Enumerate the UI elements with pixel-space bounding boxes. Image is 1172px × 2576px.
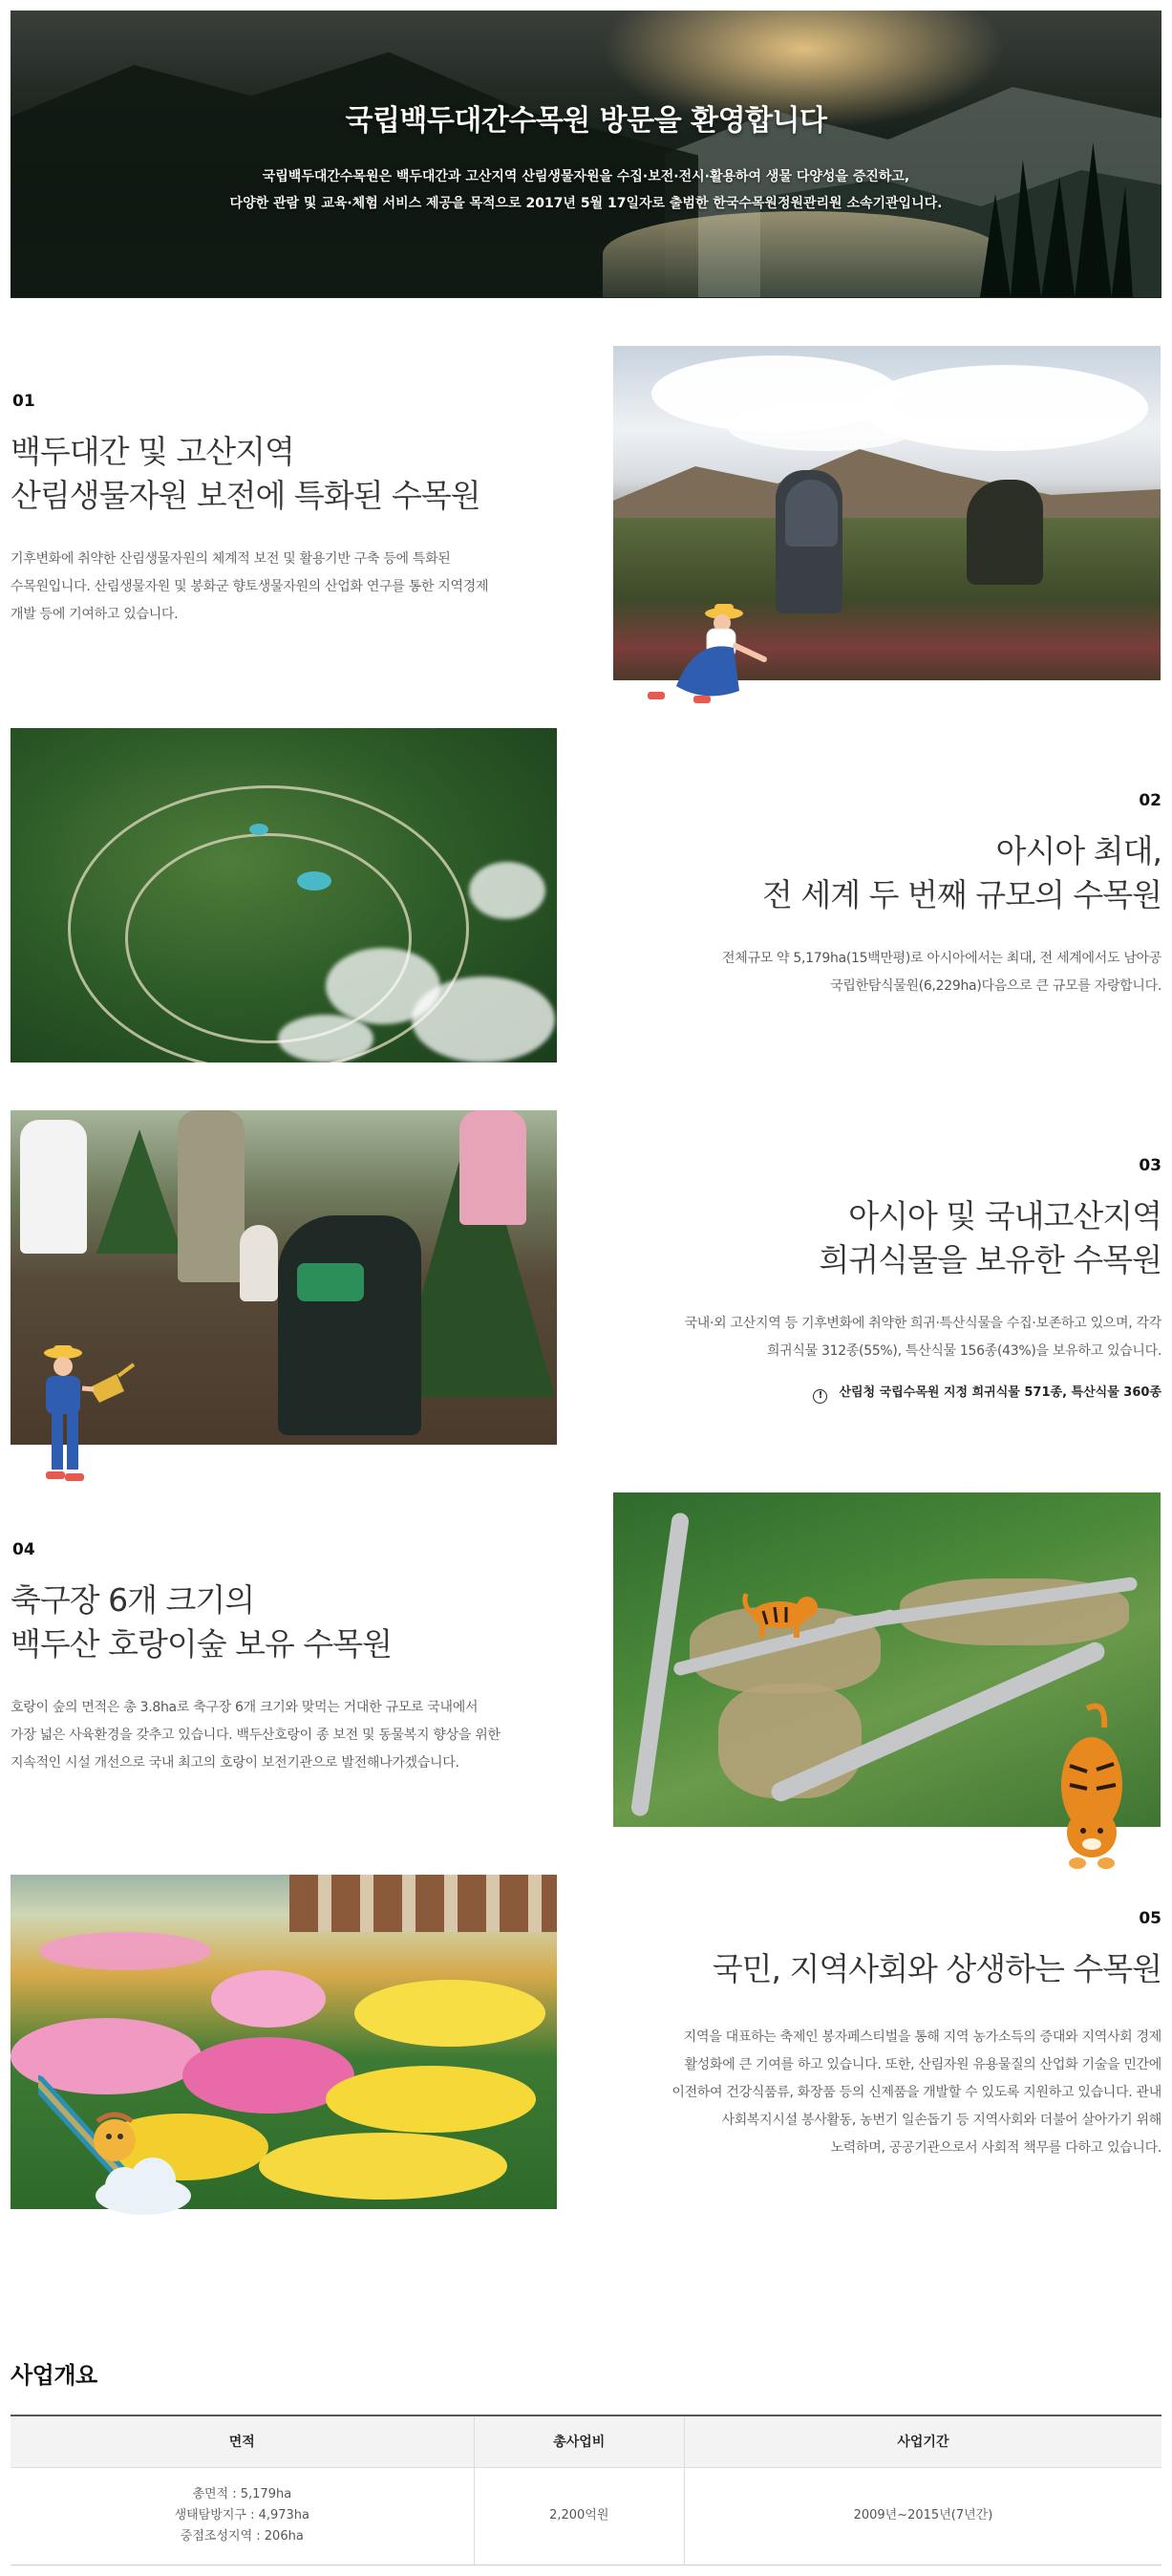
column-header: 사업기간 — [684, 2415, 1161, 2467]
section-note — [813, 1382, 1161, 1404]
hero-description — [11, 163, 1161, 217]
column-header: 면적 — [11, 2415, 474, 2467]
desc-line: 개발 등에 기여하고 있습니다. — [11, 607, 179, 622]
desc-line: 기후변화에 취약한 산림생물자원의 체계적 보전 및 활용기반 구축 등에 특화된 — [11, 551, 451, 567]
section-title — [11, 1578, 392, 1666]
watering-gardener-illustration — [31, 1345, 136, 1496]
area-cell — [11, 2467, 474, 2565]
area-focus-zone: 중점조성지역 : 206ha — [180, 2529, 304, 2544]
desc-line: 사회복지시설 봉사활동, 농번기 일손돕기 등 지역사회와 더불어 살아가기 위해 — [721, 2113, 1161, 2128]
section-title-line: 산림생물자원 보전에 특화된 수목원 — [11, 477, 480, 514]
section-title-line: 아시아 및 국내고산지역 — [848, 1197, 1161, 1234]
gardener-illustration — [638, 600, 772, 713]
slide-character-illustration — [38, 2073, 210, 2217]
desc-line: 수목원입니다. 산림생물자원 및 봉화군 향토생물자원의 산업화 연구를 통한 지역경제 — [11, 579, 489, 594]
tiger-icon — [1049, 1699, 1135, 1871]
desc-line: 국내·외 고산지역 등 기후변화에 취약한 희귀·특산식물을 수집·보존하고 있으며, 각각 — [684, 1316, 1161, 1331]
desc-line: 국립한탐식물원(6,229ha)다음으로 큰 규모를 자랑합니다. — [830, 978, 1161, 994]
section-title-line: 백두대간 및 고산지역 — [11, 433, 294, 470]
section-description — [11, 546, 488, 629]
desc-line: 호랑이 숲의 면적은 총 3.8ha로 축구장 6개 크기와 맞먹는 거대한 규모로 국내에서 — [11, 1700, 479, 1715]
desc-line: 희귀식물 312종(55%), 특산식물 156종(43%)을 보유하고 있습니다. — [766, 1343, 1161, 1359]
section-number: 04 — [12, 1540, 35, 1559]
desc-line: 지속적인 시설 개선으로 국내 최고의 호랑이 보전기관으로 발전해나가겠습니다. — [11, 1755, 459, 1771]
cost-cell: 2,200억원 — [474, 2467, 684, 2565]
section-title-line: 백두산 호랑이숲 보유 수목원 — [11, 1625, 393, 1663]
note-text: 산림청 국립수목원 지정 희귀식물 571종, 특산식물 360종 — [839, 1385, 1161, 1400]
section-title-line: 국민, 지역사회와 상생하는 수목원 — [712, 1950, 1161, 1987]
section-title — [11, 430, 480, 518]
desc-line: 노력하며, 공공기관으로서 사회적 책무를 다하고 있습니다. — [830, 2140, 1161, 2156]
section-description — [685, 1310, 1161, 1365]
period-cell: 2009년~2015년(7년간) — [684, 2467, 1161, 2565]
photo-aerial-arboretum — [11, 728, 557, 1063]
desc-line: 가장 넓은 사육환경을 갖추고 있습니다. 백두산호랑이 종 보전 및 동물복지 향상을 위한 — [11, 1728, 501, 1743]
section-title — [819, 1194, 1161, 1282]
overview-title: 사업개요 — [11, 2362, 97, 2389]
hero-desc-line: 다양한 관람 및 교육·체험 서비스 제공을 목적으로 2017년 5월 17일자로 출범한 한국수목원정원관리원 소속기관입니다. — [229, 196, 943, 211]
hero-banner — [11, 11, 1161, 298]
section-title-line: 축구장 6개 크기의 — [11, 1581, 255, 1619]
section-number: 01 — [12, 392, 35, 411]
section-description — [11, 1694, 501, 1777]
info-icon: ! — [813, 1389, 827, 1404]
desc-line: 지역을 대표하는 축제인 봉자페스티벌을 통해 지역 농가소득의 증대와 지역사회 경제 — [683, 2029, 1161, 2045]
section-number: 02 — [1139, 791, 1161, 810]
column-header: 총사업비 — [474, 2415, 684, 2467]
section-title — [762, 829, 1161, 917]
section-title-line: 아시아 최대, — [995, 832, 1161, 869]
area-total: 총면적 : 5,179ha — [192, 2487, 292, 2501]
area-eco-zone: 생태탐방지구 : 4,973ha — [174, 2508, 310, 2522]
desc-line: 활성화에 큰 기여를 하고 있습니다. 또한, 산림자원 유용물질의 산업화 기술을 민간에 — [684, 2057, 1161, 2072]
section-title-line: 희귀식물을 보유한 수목원 — [819, 1241, 1161, 1278]
section-number: 03 — [1139, 1156, 1161, 1175]
table-row — [11, 2467, 1161, 2565]
desc-line: 이전하여 건강식품류, 화장품 등의 신제품을 개발할 수 있도록 지원하고 있습니다. 관내 — [671, 2085, 1161, 2100]
tiger-icon — [742, 1586, 820, 1643]
section-description — [671, 2024, 1161, 2162]
section-description — [722, 945, 1161, 1000]
hero-lake — [603, 211, 1004, 297]
overview-table — [11, 2415, 1161, 2565]
table-header-row — [11, 2415, 1161, 2467]
desc-line: 전체규모 약 5,179ha(15백만평)로 아시아에서는 최대, 전 세계에서도 남아공 — [722, 951, 1161, 966]
section-number: 05 — [1139, 1909, 1161, 1928]
section-title-line: 전 세계 두 번째 규모의 수목원 — [762, 876, 1161, 913]
hero-title: 국립백두대간수목원 방문을 환영합니다 — [345, 104, 827, 138]
section-title — [713, 1947, 1161, 1991]
hero-desc-line: 국립백두대간수목원은 백두대간과 고산지역 산림생물자원을 수집·보전·전시·활용하여 생물 다양성을 증진하고, — [262, 169, 910, 184]
